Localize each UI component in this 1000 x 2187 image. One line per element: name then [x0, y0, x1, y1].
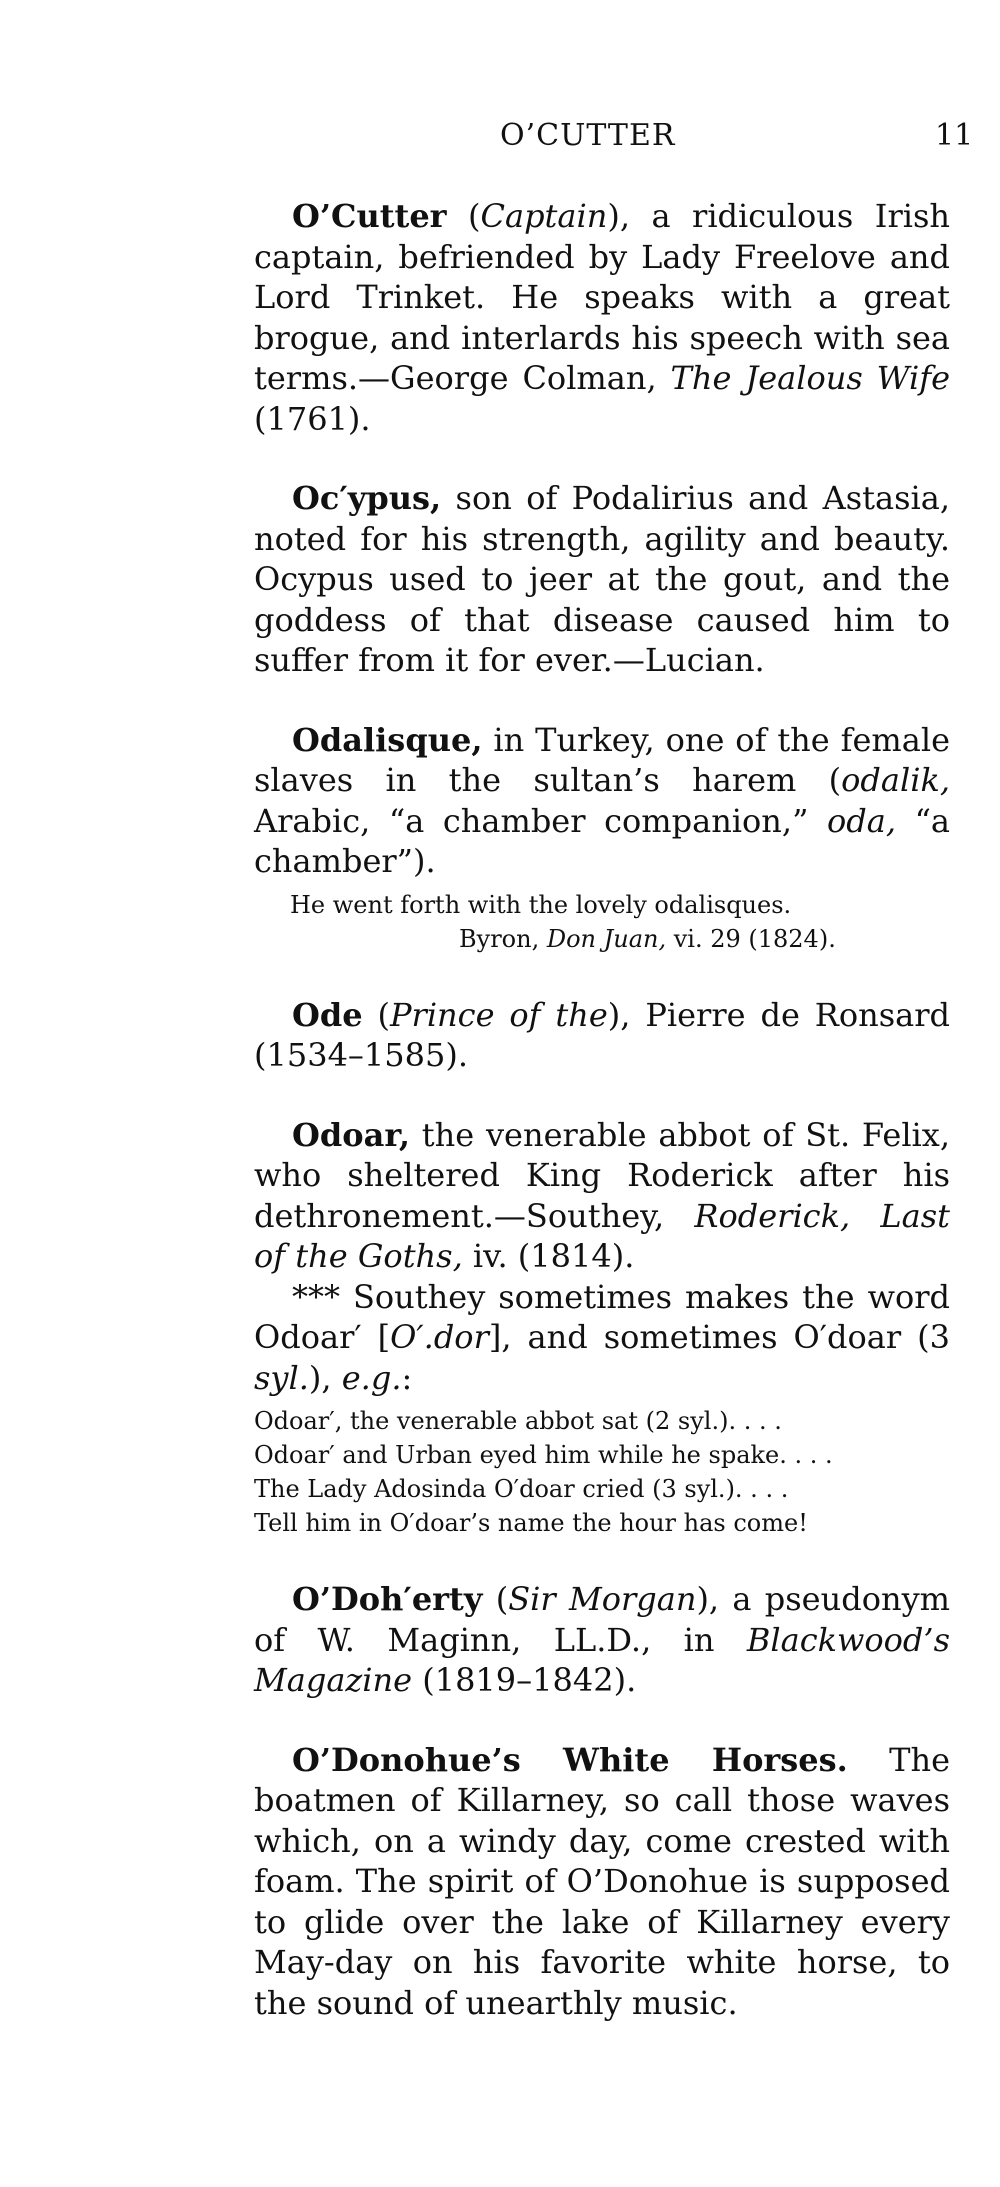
quote-citation: Byron, Don Juan, vi. 29 (1824). [459, 924, 836, 953]
entry-text: Oc′ypus, son of Podalirius and Astasia, noted for his strength, agility and beauty. Ocypus used to jeer at the gout, and the goddess of that disease caused him to suffer from it for ever.—Lucian. [254, 479, 950, 679]
verse-line: Tell him in O′doar’s name the hour has come! [254, 1509, 808, 1537]
running-head: O’CUTTER [500, 118, 676, 153]
entry-ocypus [254, 478, 950, 681]
entry-text: Odoar, the venerable abbot of St. Felix, who sheltered King Roderick after his dethronement.—Southey, Roderick, Last of the Goths, iv. (1814). [254, 1115, 950, 1275]
page-header [0, 118, 1000, 168]
headword: Ode [292, 995, 363, 1034]
entry-odoherty [254, 1579, 950, 1701]
verse-block [254, 1404, 950, 1540]
headword: Odoar, [292, 1115, 410, 1154]
verse-line: The Lady Adosinda O′doar cried (3 syl.). . . . [254, 1475, 789, 1503]
quote-line: He went forth with the lovely odalisques. [290, 890, 792, 919]
entry-odalisque [254, 720, 950, 956]
entry-ode [254, 995, 950, 1076]
block-quote [254, 888, 950, 956]
entry-text: O’Cutter (Captain), a ridiculous Irish captain, befriended by Lady Freelove and Lord Trinket. He speaks with a great brogue, and interlards his speech with sea terms.—George Colman, The Jealous Wife (1761). [254, 197, 951, 438]
entry-note: *** Southey sometimes makes the word Odoar′ [O′.dor], and sometimes O′doar (3 syl.), e.g.: [254, 1277, 951, 1397]
verse-line: Odoar′, the venerable abbot sat (2 syl.). . . . [254, 1407, 782, 1435]
entry-text: O’Donohue’s White Horses. The boatmen of Killarney, so call those waves which, on a windy day, come crested with foam. The spirit of O’Donohue is supposed to glide over the lake of Killarney every May-day on his favorite white horse, to the sound of unearthly music. [254, 1740, 950, 2022]
entry-text: O’Doh′erty (Sir Morgan), a pseudonym of W. Maginn, LL.D., in Blackwood’s Magazine (1819–1842). [254, 1580, 950, 1699]
headword: Odalisque, [292, 720, 483, 759]
page-number: 11 [935, 118, 974, 153]
headword: O’Cutter [292, 197, 447, 235]
entry-ocutter [254, 196, 950, 439]
dictionary-column [254, 196, 950, 2062]
entry-odonohues-white-horses [254, 1740, 950, 2024]
headword: O’Doh′erty [292, 1580, 483, 1618]
headword: O’Donohue’s White Horses. [292, 1740, 848, 1779]
entry-odoar [254, 1115, 950, 1541]
entry-text: Ode (Prince of the), Pierre de Ronsard (1534–1585). [254, 995, 951, 1074]
headword: Oc′ypus, [292, 479, 442, 517]
entry-text: Odalisque, in Turkey, one of the female slaves in the sultan’s harem (odalik, Arabic, “a chamber companion,” oda, “a chamber”). [254, 720, 950, 880]
verse-line: Odoar′ and Urban eyed him while he spake. . . . [254, 1441, 833, 1469]
